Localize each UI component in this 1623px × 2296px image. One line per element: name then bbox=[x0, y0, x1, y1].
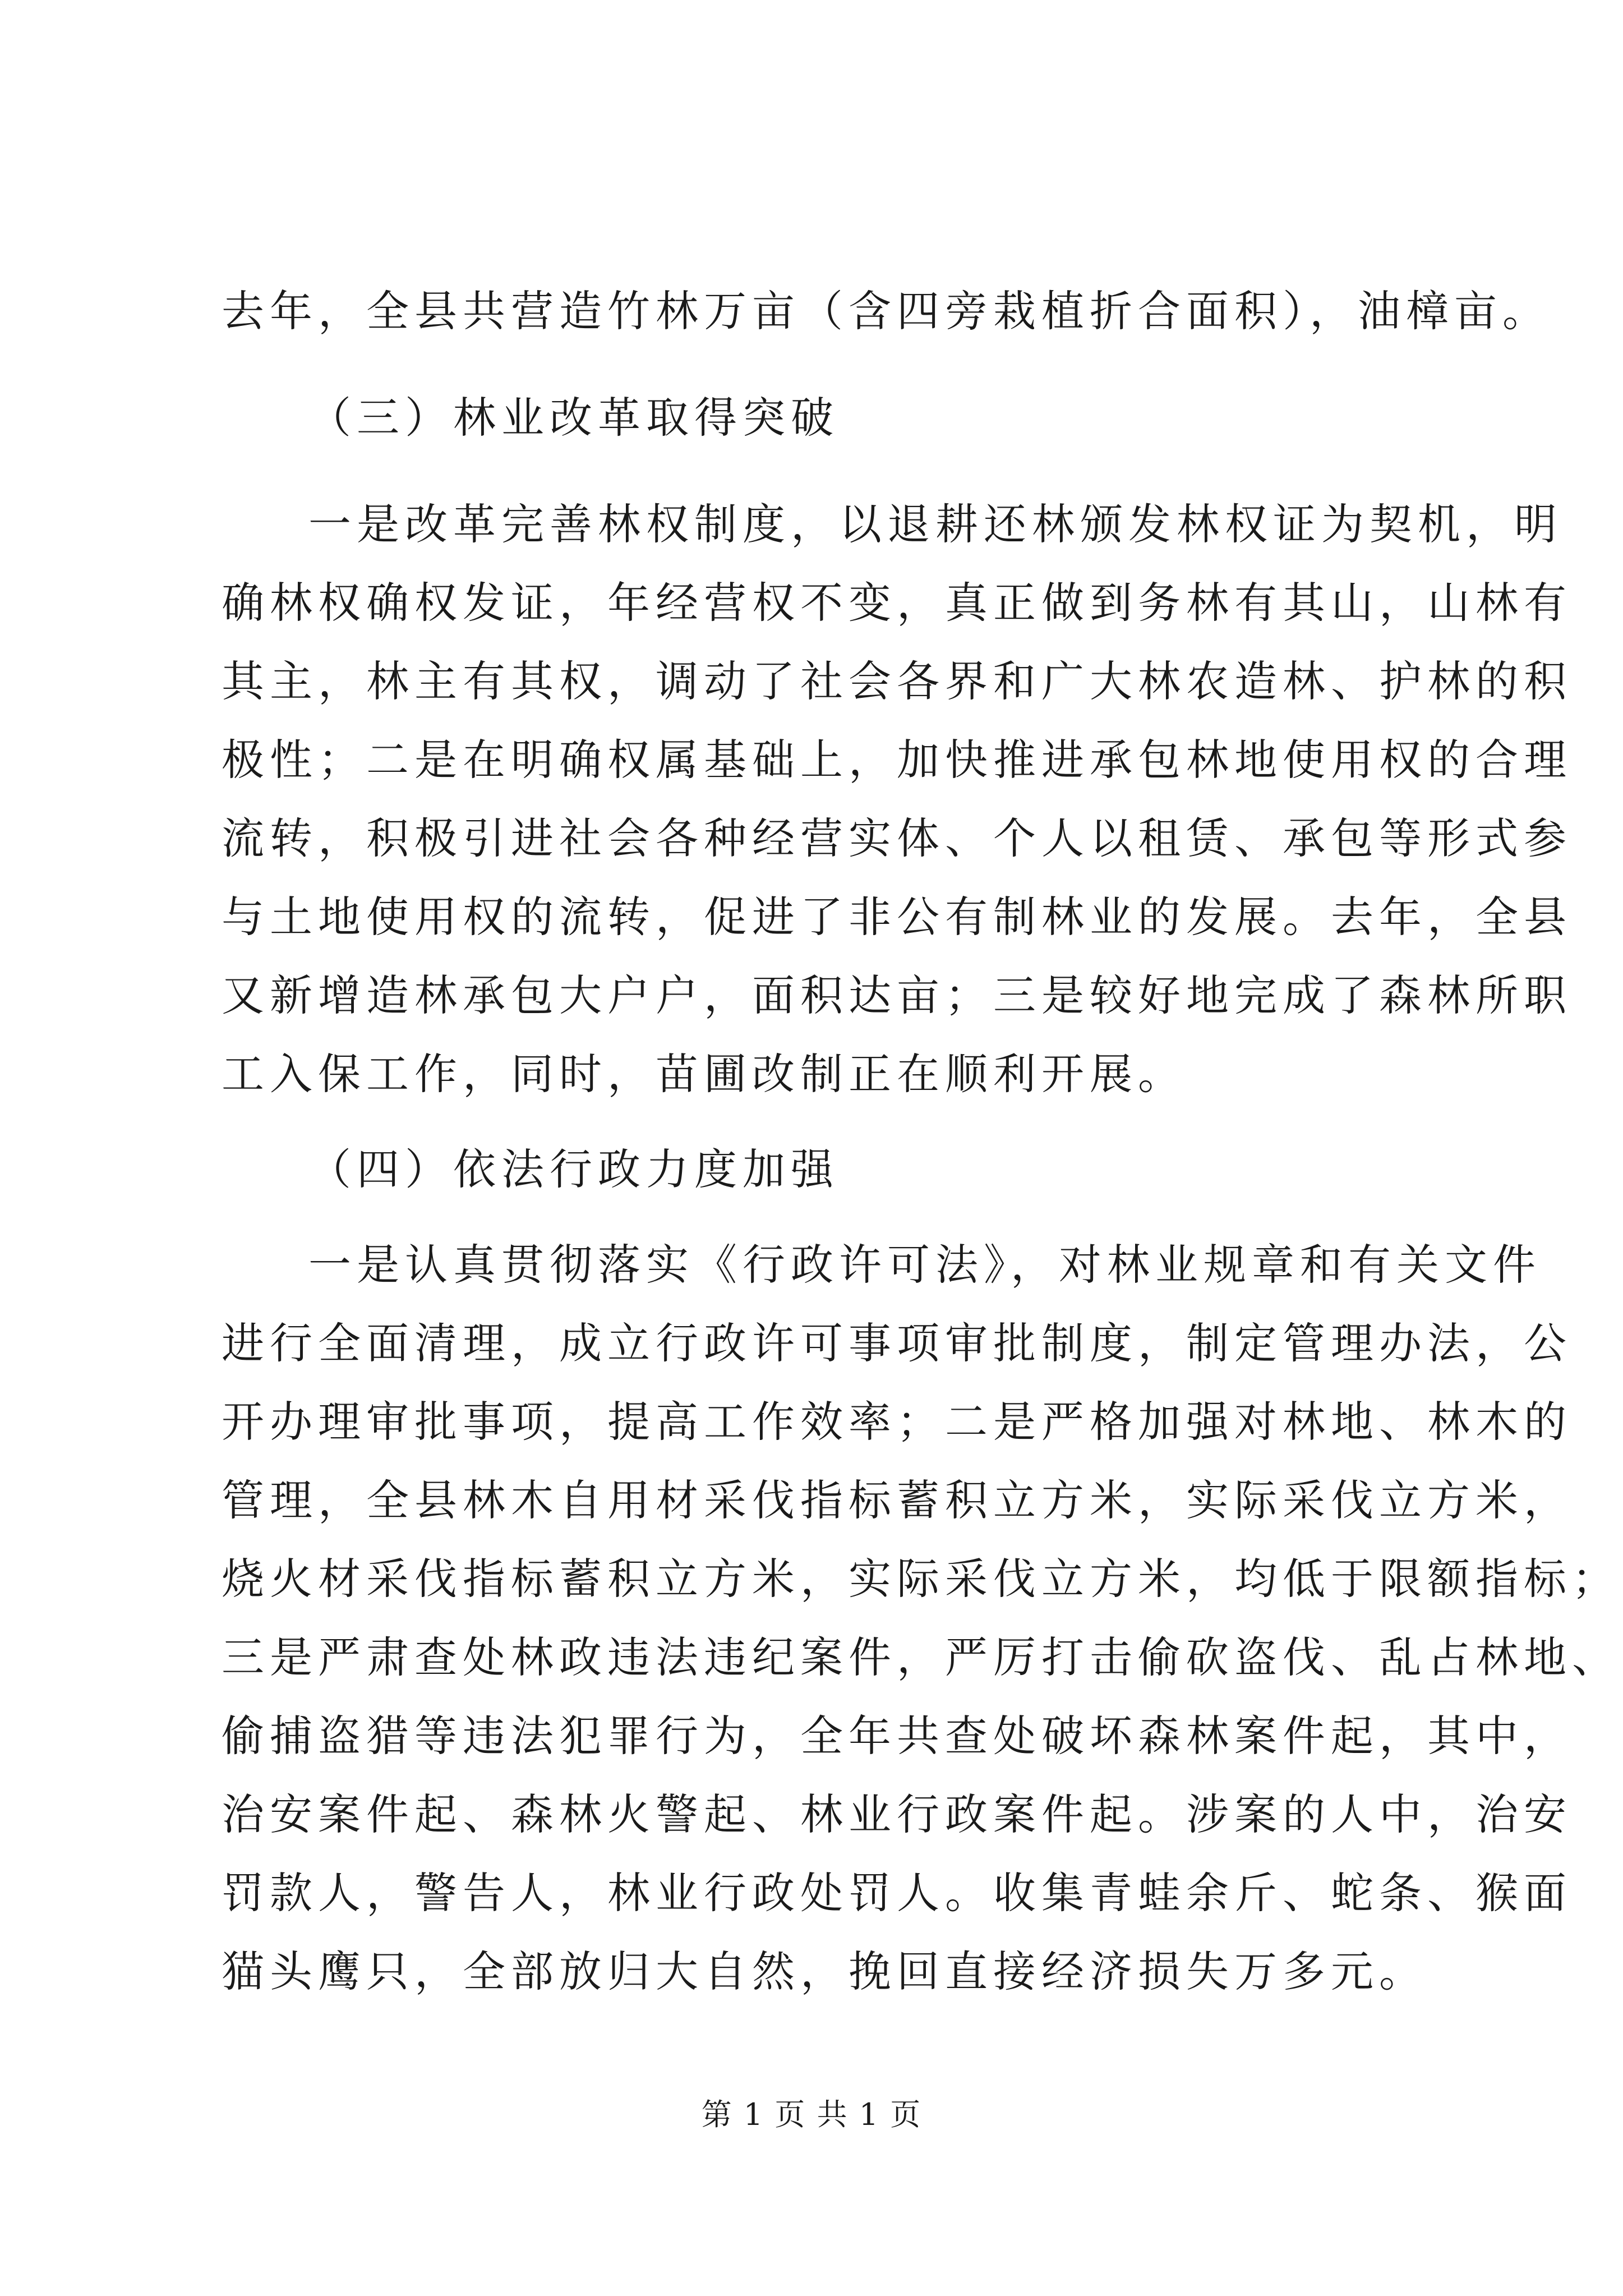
paragraph-line: 一是改革完善林权制度，以退耕还林颁发林权证为契机，明 bbox=[308, 499, 1562, 549]
paragraph-line: 进行全面清理，成立行政许可事项审批制度，制定管理办法，公 bbox=[222, 1318, 1572, 1368]
paragraph-line: 又新增造林承包大户户，面积达亩；三是较好地完成了森林所职 bbox=[222, 970, 1572, 1020]
paragraph-line: 猫头鹰只，全部放归大自然，挽回直接经济损失万多元。 bbox=[222, 1947, 1427, 1996]
paragraph-line: 确林权确权发证，年经营权不变，真正做到务林有其山，山林有 bbox=[222, 578, 1572, 628]
paragraph-line: 工入保工作，同时，苗圃改制正在顺利开展。 bbox=[222, 1049, 1186, 1099]
paragraph-line: 开办理审批事项，提高工作效率；二是严格加强对林地、林木的 bbox=[222, 1397, 1572, 1447]
paragraph-line: 治安案件起、森林火警起、林业行政案件起。涉案的人中，治安 bbox=[222, 1789, 1572, 1839]
paragraph-line: 其主，林主有其权，调动了社会各界和广大林农造林、护林的积 bbox=[222, 656, 1572, 706]
paragraph-line: 偷捕盗猎等违法犯罪行为，全年共查处破坏森林案件起，其中， bbox=[222, 1711, 1572, 1761]
paragraph-line: 烧火材采伐指标蓄积立方米，实际采伐立方米，均低于限额指标； bbox=[222, 1554, 1620, 1604]
paragraph-line: 去年，全县共营造竹林万亩（含四旁栽植折合面积），油樟亩。 bbox=[222, 286, 1551, 336]
section-heading: （四）依法行政力度加强 bbox=[308, 1144, 839, 1194]
paragraph-line: 一是认真贯彻落实《行政许可法》，对林业规章和有关文件 bbox=[308, 1240, 1541, 1290]
section-heading: （三）林业改革取得突破 bbox=[308, 393, 839, 443]
paragraph-line: 罚款人，警告人，林业行政处罚人。收集青蛙余斤、蛇条、猴面 bbox=[222, 1868, 1572, 1918]
paragraph-line: 流转，积极引进社会各种经营实体、个人以租赁、承包等形式参 bbox=[222, 813, 1572, 863]
paragraph-line: 与土地使用权的流转，促进了非公有制林业的发展。去年，全县 bbox=[222, 892, 1572, 942]
paragraph-line: 管理，全县林木自用材采伐指标蓄积立方米，实际采伐立方米， bbox=[222, 1475, 1572, 1525]
paragraph-line: 极性；二是在明确权属基础上，加快推进承包林地使用权的合理 bbox=[222, 735, 1572, 785]
page-number-footer: 第 1 页 共 1 页 bbox=[701, 2097, 922, 2132]
paragraph-line: 三是严肃查处林政违法违纪案件，严厉打击偷砍盗伐、乱占林地、 bbox=[222, 1632, 1620, 1682]
